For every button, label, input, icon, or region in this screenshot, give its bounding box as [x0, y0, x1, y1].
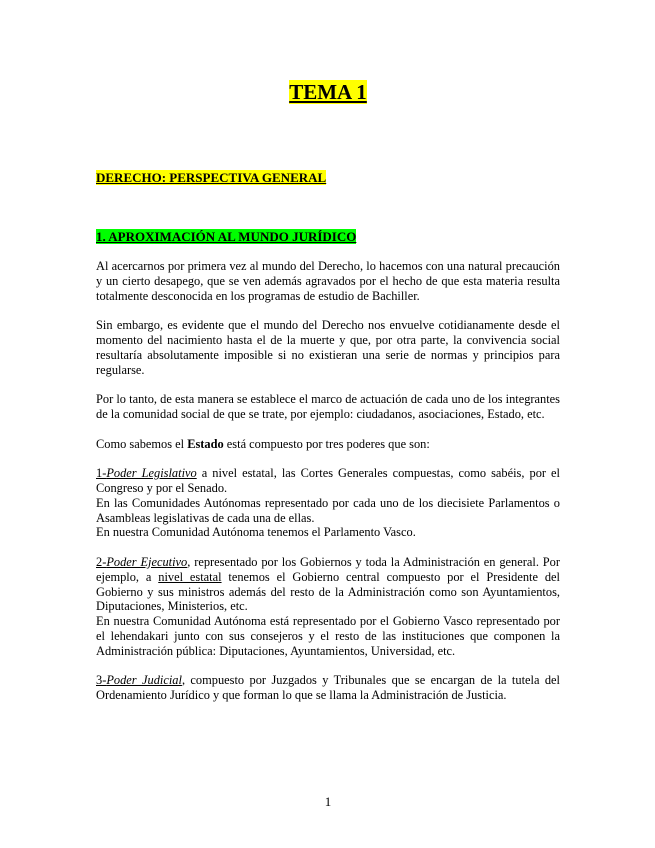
judicial-term: Poder Judicial	[106, 673, 182, 688]
paragraph-law-surrounds: Sin embargo, es evidente que el mundo del Derecho nos envuelve cotidianamente desde el momento del nacimiento hasta el de la muerte y que, por otra parte, la convivencia social resultaría absolutamente imposible si no existieran una serie de normas y principios para regularse.	[96, 318, 560, 377]
paragraph-state	[96, 437, 560, 452]
paragraph-legislative-regions: En las Comunidades Autónomas representado por cada uno de los diecisiete Parlamentos o Asambleas legislativas de cada una de ellas.	[96, 495, 560, 525]
paragraph-judicial	[96, 673, 560, 703]
executive-national-level: nivel estatal	[158, 569, 222, 584]
subsection-heading	[96, 229, 356, 245]
paragraph-intro: Al acercarnos por primera vez al mundo del Derecho, lo hacemos con una natural precaución y un cierto desapego, que se ven además agravados por el hecho de que esta materia resulta totalmente desconocida en los programas de estudio de Bachiller.	[96, 259, 560, 303]
page-number: 1	[324, 794, 332, 809]
paragraph-legislative	[96, 466, 560, 496]
legislative-term: Poder Legislativo	[106, 466, 197, 481]
legislative-text: a nivel estatal, las Cortes Generales compuestas, como sabéis, por el Congreso y por el Senado.	[96, 466, 561, 495]
executive-text-2: tenemos el Gobierno central compuesto por el Presidente del Gobierno y sus ministros además del resto de la Administración como son Ayuntamientos, Diputaciones, Ministerios, etc.	[96, 569, 560, 614]
section-heading-text: DERECHO: PERSPECTIVA GENERAL	[96, 170, 327, 185]
paragraph-executive-basque: En nuestra Comunidad Autónoma está representado por el Gobierno Vasco representado por el lehendakari junto con sus consejeros y el resto de las instituciones que componen la Administración pública: Diputaciones, Ayuntamientos, Universidad, etc.	[96, 614, 560, 658]
document-title	[96, 80, 560, 104]
subsection-heading-text: 1. APROXIMACIÓN AL MUNDO JURÍDICO	[96, 229, 357, 244]
section-heading	[96, 170, 326, 186]
executive-term: Poder Ejecutivo	[106, 554, 188, 569]
paragraph-legislative-basque: En nuestra Comunidad Autónoma tenemos el Parlamento Vasco.	[96, 525, 416, 540]
document-page	[96, 0, 560, 848]
document-body	[96, 259, 560, 718]
executive-number: 2-	[96, 554, 107, 569]
paragraph-framework: Por lo tanto, de esta manera se establece el marco de actuación de cada uno de los integrantes de la comunidad social de que se trate, por ejemplo: ciudadanos, asociaciones, Estado, etc.	[96, 392, 560, 421]
judicial-number: 3-	[96, 673, 107, 688]
state-text-before: Como sabemos el	[96, 436, 188, 451]
state-text-after: está compuesto por tres poderes que son:	[223, 436, 430, 451]
judicial-text: , compuesto por Juzgados y Tribunales que se encargan de la tutela del Ordenamiento Jurídico y que forman lo que se llama la Administración de Justicia.	[96, 673, 560, 703]
executive-text: , representado por los Gobiernos y toda la Administración en general. Por ejemplo, a	[96, 554, 560, 584]
paragraph-executive	[96, 555, 560, 614]
state-term: Estado	[187, 436, 224, 451]
title-text: TEMA 1	[289, 80, 367, 104]
legislative-number: 1-	[96, 466, 107, 481]
